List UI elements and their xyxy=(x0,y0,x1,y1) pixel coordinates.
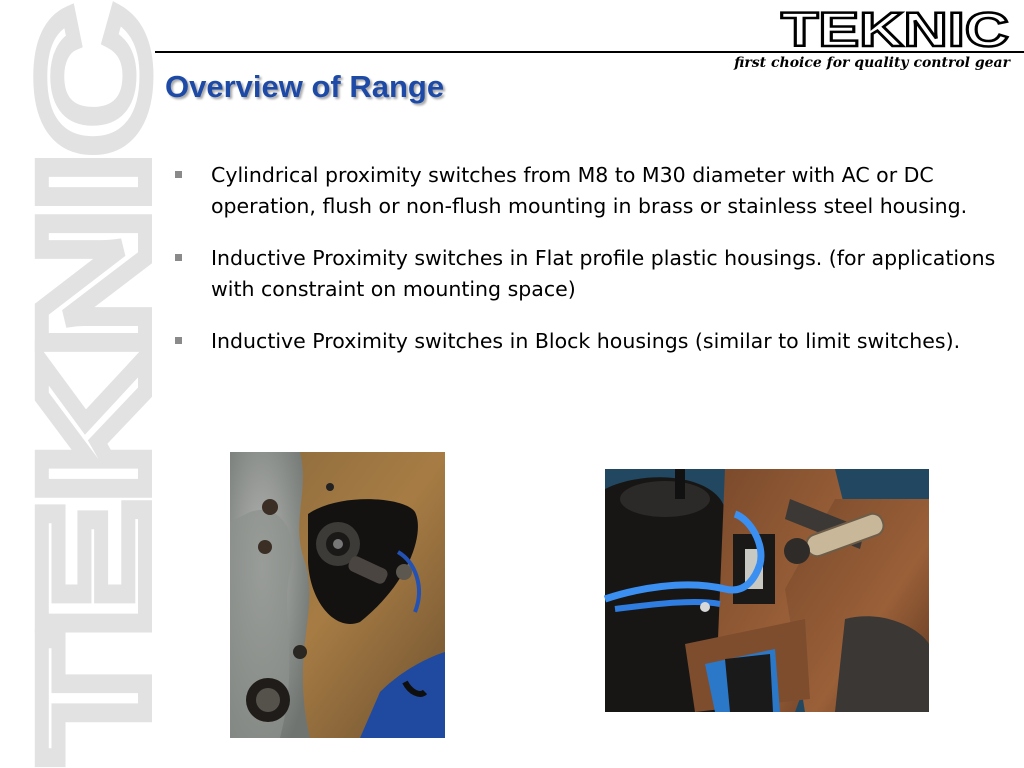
list-item xyxy=(170,326,1000,357)
teknic-watermark xyxy=(0,0,177,768)
machine-photo-left xyxy=(230,452,445,738)
page-title: Overview of Range xyxy=(165,69,445,104)
bullet-list xyxy=(170,160,1000,378)
square-bullet-icon xyxy=(175,171,182,178)
bullet-text: Cylindrical proximity switches from M8 to M30 diameter with AC or DC operation, flush or non-flush mounting in brass or stainless steel housing. xyxy=(211,163,968,218)
watermark-text: TEKNIC xyxy=(9,201,177,760)
bullet-text: Inductive Proximity switches in Block housings (similar to limit switches). xyxy=(211,329,961,353)
tagline: first choice for quality control gear xyxy=(734,55,1010,71)
machine-photo-right xyxy=(605,469,929,712)
teknic-logo xyxy=(778,4,1012,57)
list-item xyxy=(170,243,1000,305)
logo-text: TEKNIC xyxy=(781,4,1009,57)
square-bullet-icon xyxy=(175,254,182,261)
square-bullet-icon xyxy=(175,337,182,344)
bullet-text: Inductive Proximity switches in Flat profile plastic housings. (for applications with constraint on mounting space) xyxy=(211,246,996,301)
list-item xyxy=(170,160,1000,222)
